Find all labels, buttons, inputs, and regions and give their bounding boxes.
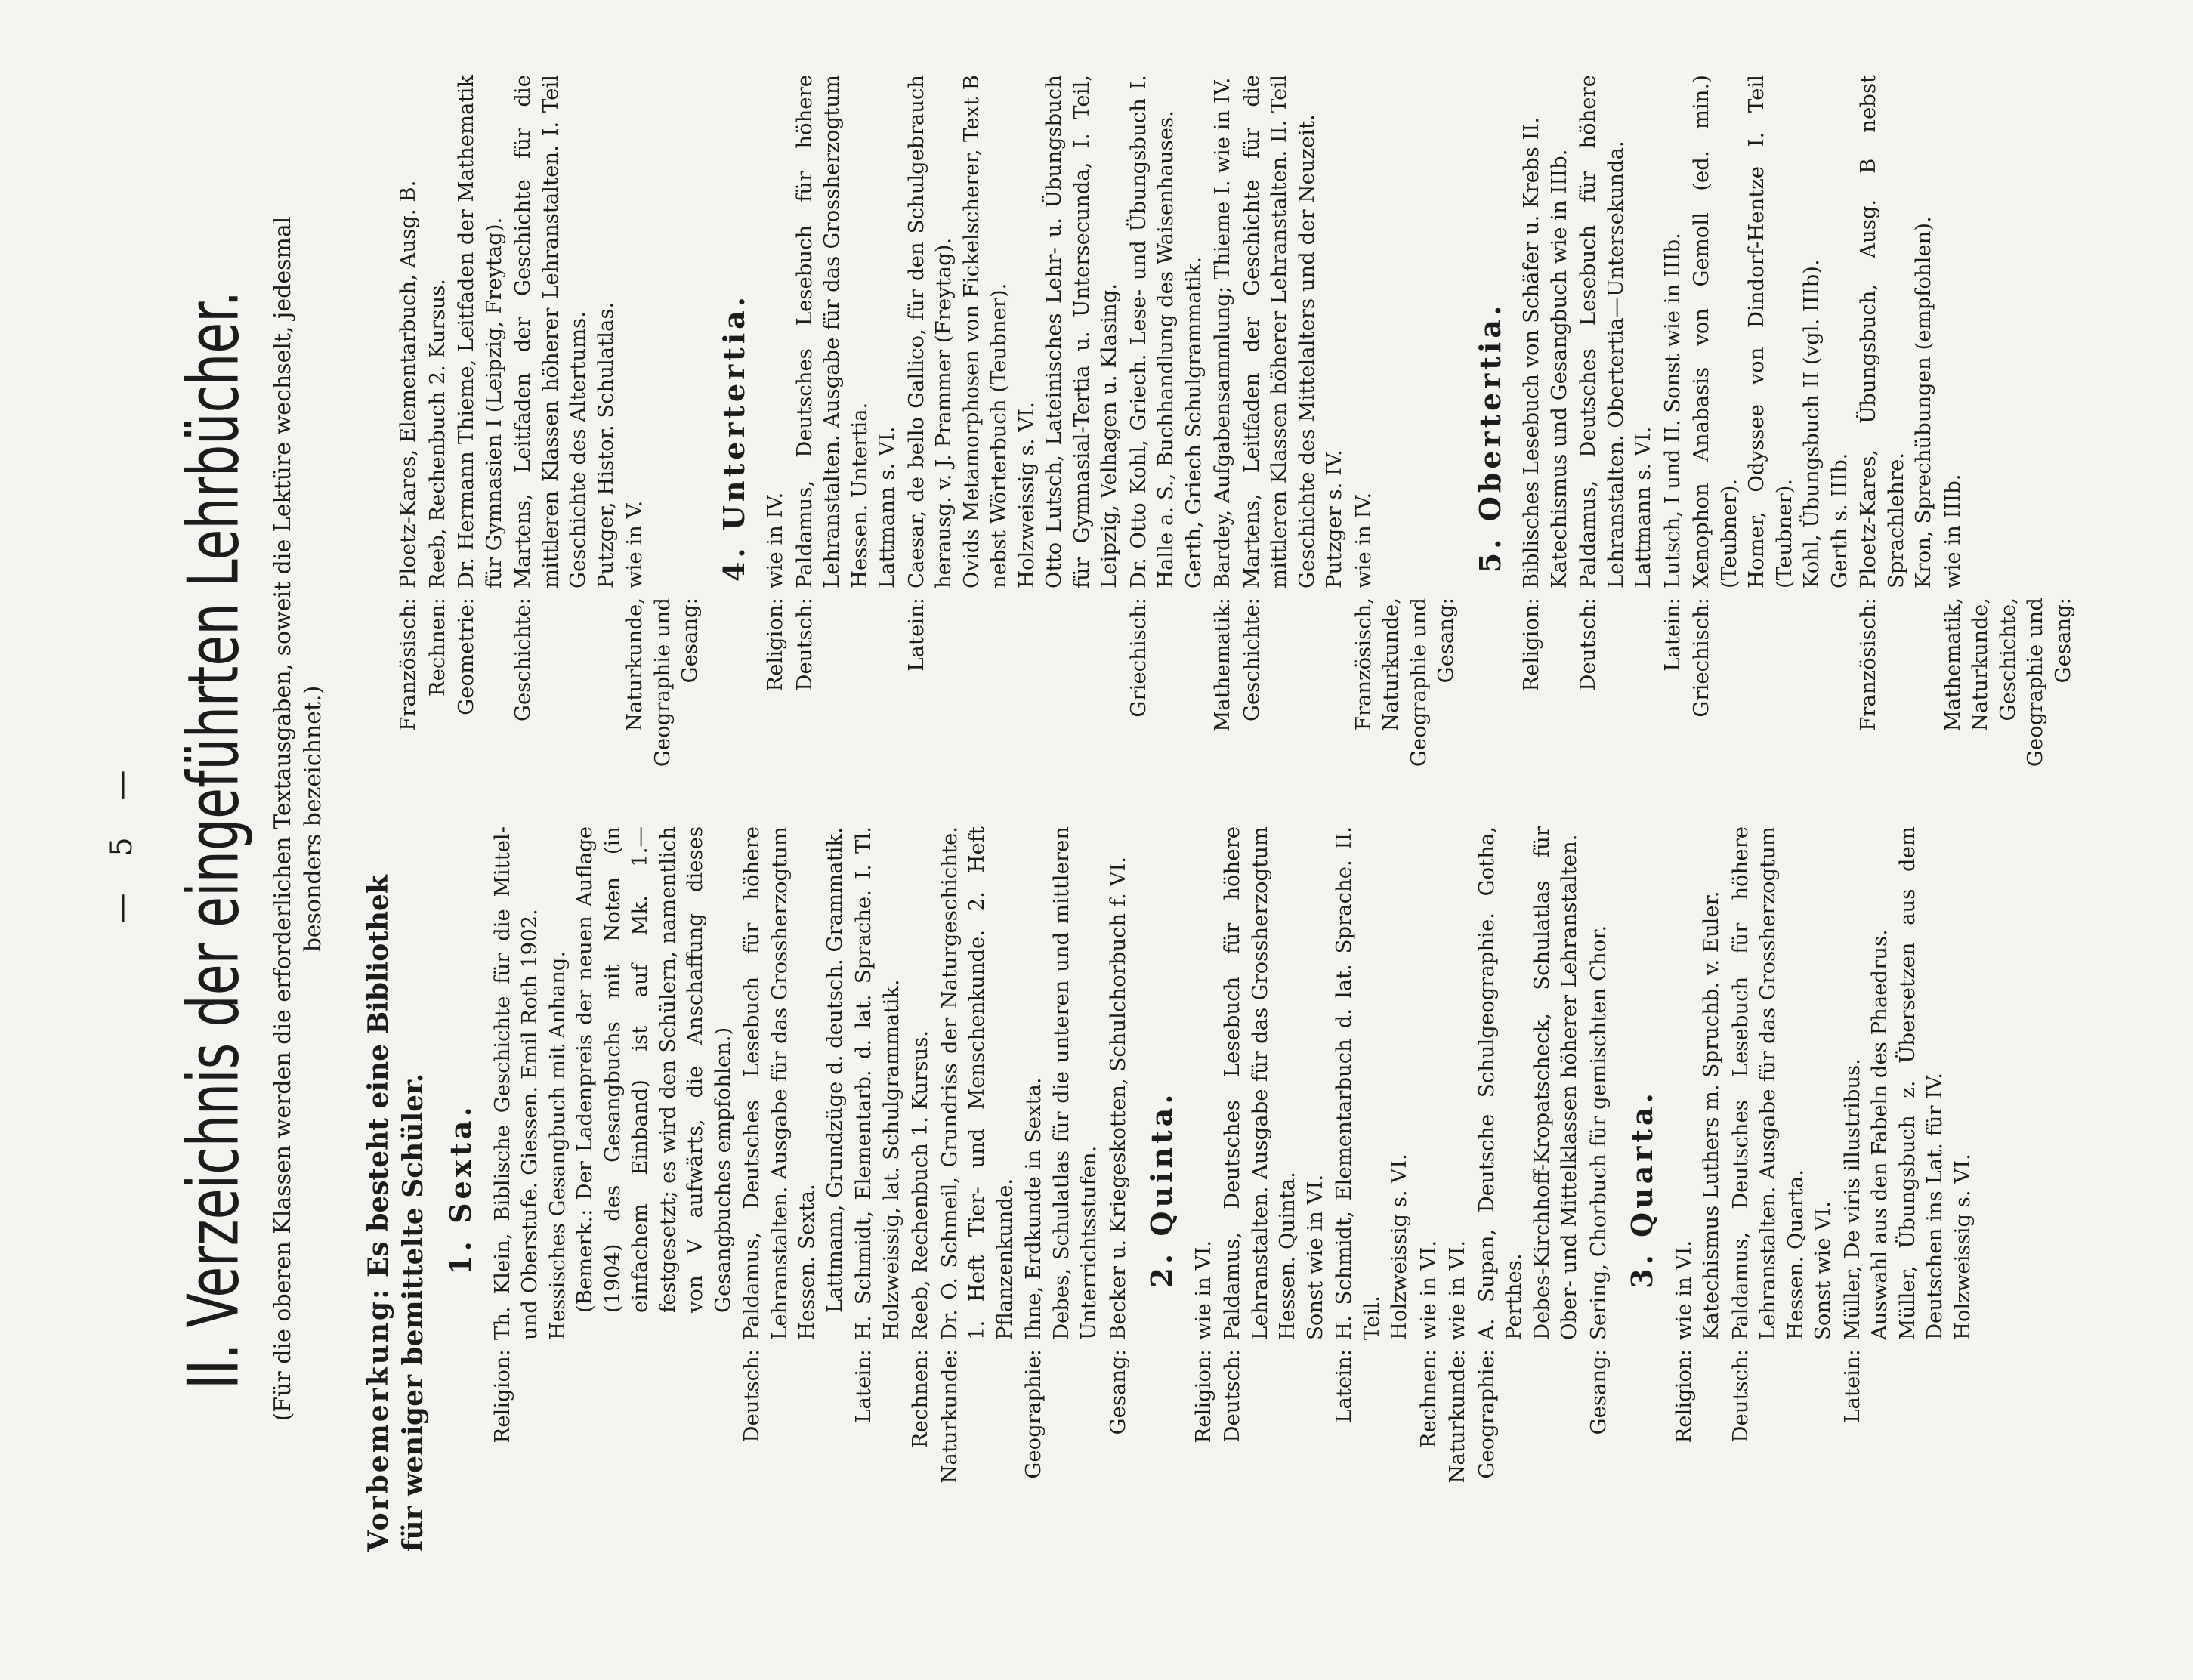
entry-line: Müller, Übungsbuch z. Übersetzen aus dem Deutschen ins Lat. für IV. [1895,826,1947,1340]
entry-value [489,826,737,1340]
entry-line: Sonst wie in VI. [1302,1174,1327,1340]
entry-quarta-religion [1670,826,1725,1552]
entry-untertertia-mathematik [1209,75,1237,800]
entry-line: Paldamus, Deutsches Lesebuch für höhere Lehranstalten. Ausgabe für das Grossherzogtum Hessen. Sexta. [740,826,819,1340]
entry-line: Homer, Odyssee von Dindorf-Hentze I. Teil (Teubner). [1744,75,1796,588]
entry-line: Paldamus, Deutsches Lesebuch für höhere Lehranstalten. Obertertia—Untersekunda. [1576,75,1628,588]
entry-line: Debes, Schulatlas für die unteren und mittleren Unterrichtsstufen. [1049,826,1101,1340]
entry-line: Martens, Leitfaden der Geschichte für die mittleren Klassen höherer Lehranstalten. I. Teil Geschichte des Altertums. [511,75,590,588]
entry-label: Deutsch: [740,1349,764,1443]
entry-label: Mathematik, Naturkunde, Geschichte, Geographie und Gesang: [1940,598,2075,767]
entry-value: Reeb, Rechenbuch 2. Kursus. [425,278,449,588]
entry-line: Katechismus Luthers m. Spruchb. v. Euler. [1699,891,1723,1340]
entry-value: H. Schmidt, Elementarb. d. lat. Sprache. I. Tl. Holzweissig, lat. Schulgrammatik. [851,826,903,1340]
entry-line: Holzweissig s. VI. [1387,1153,1411,1340]
entry-label: Geschichte: [1239,598,1264,721]
entry-line: Gerth s. IIIb. [1827,452,1852,588]
entry-obertertia-latein [1659,75,1687,800]
entry-line: Paldamus, Deutsches Lesebuch für höhere Lehranstalten. Ausgabe für das Grossherzogtum Hessen. Quinta. [1220,826,1299,1340]
entry-line: Debes-Kirchhoff-Kropatscheck, Schulatlas für Ober- und Mittelklassen höherer Lehranstalten. [1529,826,1581,1340]
vorbemerkung-label: Vorbemerkung: [363,1286,394,1552]
entry-obertertia-griechisch [1688,75,1853,800]
entry-label: Deutsch: [792,598,817,691]
entry-value: wie in VI. [1416,1240,1441,1340]
entry-sexta-deutsch [738,826,848,1552]
entry-line: Otto Lutsch, Lateinisches Lehr- u. Übungsbuch für Gymnasial-Tertia u. Untersecunda, I. Teil, Leipzig, Velhagen u. Klasing. [1042,75,1121,588]
entry-sexta-gesang [1104,826,1132,1552]
section-heading-quinta: 2. Quinta. [1144,1090,1178,1288]
entry-label: Naturkunde: [937,1349,962,1484]
entry-quinta-religion [1190,826,1218,1552]
entry-value [1020,826,1103,1340]
entry-label: Französisch: [396,598,420,731]
entry-line: wie in VI. [1671,1240,1696,1340]
entry-label: Deutsch: [1576,598,1600,691]
entry-untertertia-deutsch [791,75,901,800]
entry-value [1125,75,1208,588]
vorbemerkung [361,826,431,1552]
entry-label: Deutsch: [1220,1349,1244,1443]
entry-label: Gesang: [1105,1349,1130,1435]
entry-value [1855,75,1938,588]
entry-line: Ploetz-Kares, Übungsbuch, Ausg. B nebst Sprachlehre. [1856,75,1908,588]
entry-line: Katechismus und Gesangbuch wie in IIIb. [1546,149,1571,588]
section-heading-quarta: 3. Quarta. [1625,1089,1659,1289]
entry-untertertia-geschichte [1238,75,1348,800]
entry-line: Gerth, Griech Schulgrammatik. [1181,256,1206,588]
entry-value [1727,826,1837,1340]
entry-value: wie in IV. [763,492,787,588]
entry-label: Französisch: [1856,598,1880,731]
entry-label: Geometrie: [454,598,478,715]
entry-line: Putzger, Histor. Schulatlas. [593,301,618,588]
entry-line: Dr. Otto Kohl, Griech. Lese- und Übungsbuch I. Halle a. S., Buchhandlung des Waisenhauses. [1126,75,1178,588]
entry-value [1330,826,1413,1340]
entry-label: Deutsch: [1728,1349,1753,1443]
entry-line: Holzweissig s. VI. [1014,402,1039,588]
entry-line: Ihne, Erdkunde in Sexta. [1021,1077,1046,1340]
entry-line: Caesar, de bello Gallico, für den Schulgebrauch herausg. v. J. Prammer (Freytag). [903,75,956,588]
entry-quinta-rechnen [1415,826,1443,1552]
entry-value: wie in VI. [1191,1240,1215,1340]
entry-line: Th. Klein, Biblische Geschichte für die Mittel- und Oberstufe. Giessen. Emil Roth 1902. [490,826,542,1340]
section-heading-untertertia: 4. Untertertia. [716,293,751,582]
entry-line: Lattmann s. VI. [1631,426,1655,588]
entry-label: Gesang: [1586,1349,1611,1435]
entry-label: Rechnen: [425,598,449,697]
entry-untertertia-religion [761,75,789,800]
entry-obertertia-religion [1518,75,1573,800]
section-heading-obertertia: 5. Obertertia. [1472,301,1507,573]
entry-label: Griechisch: [1689,598,1713,718]
entry-value: Reeb, Rechenbuch 1. Kursus. [908,1030,932,1340]
entry-label: Latein: [1660,598,1685,672]
entry-line: Ovids Metamorphosen von Fickelscherer, Text B nebst Wörterbuch (Teubner). [959,75,1011,588]
entry-untertertia-griechisch [1125,75,1208,800]
entry-quarta-geschichte [509,75,619,800]
entry-label: Rechnen: [1416,1349,1441,1449]
entry-label: Mathematik: [1210,598,1234,732]
entry-label: Geographie: [1474,1349,1499,1479]
entry-value: Dr. Hermann Thieme, Leitfaden der Mathematik für Gymnasien I (Leipzig, Freytag). [454,75,506,588]
entry-line: Biblisches Lesebuch von Schäfer u. Krebs II. [1519,117,1543,588]
entry-line: Putzger s. IV. [1322,449,1346,588]
entry-value: wie in IV. [1351,492,1376,588]
entry-quarta-latein [1839,826,1977,1552]
entry-untertertia-naturkunde [1350,75,1460,800]
entry-quinta-latein [1330,826,1413,1552]
entry-line: Sonst wie VI. [1811,1201,1835,1340]
entry-quarta-franzoesisch [394,75,422,800]
entry-line: Kohl, Übungsbuch II (vgl. IIIb). [1799,259,1824,588]
entry-label: Naturkunde: [1445,1349,1469,1484]
entry-quarta-rechnen [424,75,452,800]
entry-line: H. Schmidt, Elementarbuch d. lat. Sprache. II. Teil. [1332,826,1384,1340]
entry-value [1518,75,1573,588]
entry-value [1574,75,1657,588]
entry-note: (Bemerk.: Der Ladenpreis der neuen Auflage (1904) des Gesangbuchs mit Noten (in einfachem Einband) ist auf Mk. 1.— festgesetzt; es wird den Schülern, namentlich von V aufwärts, die Anschaffung dieses Gesangbuches empfohlen.) [573,826,735,1313]
entry-value [903,75,1123,588]
entry-label: Religion: [1519,598,1543,692]
entry-value [738,826,848,1340]
vorbemerkung-text: Es besteht eine Bibliothek für weniger bemittelte Schüler. [363,875,429,1552]
entry-line: Paldamus, Deutsches Lesebuch für höhere Lehranstalten. Ausgabe für das Grossherzogtum Hessen. Quarta. [1728,826,1808,1340]
entry-value: wie in IIIb. [1940,474,1965,588]
entry-value [1219,826,1329,1340]
entry-value: Sering, Chorbuch für gemischten Chor. [1586,925,1611,1340]
entry-sexta-naturkunde [936,826,1019,1552]
entry-quinta-gesang [1585,826,1613,1552]
entry-label: Griechisch: [1126,598,1151,718]
page-number: — 5 — [104,756,139,924]
entry-sexta-geographie [1020,826,1103,1552]
entry-obertertia-mathematik [1939,75,2077,800]
entry-label: Latein: [851,1349,876,1423]
entry-value: Ploetz-Kares, Elementarbuch, Ausg. B. [396,180,420,588]
entry-line: Kron, Sprechübungen (empfohlen). [1911,216,1935,588]
entry-label: Naturkunde, Geographie und Gesang: [622,598,702,767]
entry-label: Geographie: [1021,1349,1046,1479]
left-column [355,826,1978,1552]
entry-value [1473,826,1583,1340]
entry-quinta-deutsch [1219,826,1329,1552]
entry-value [509,75,619,588]
entry-value: Bardey, Aufgabensammlung; Thieme I. wie in IV. [1210,77,1234,588]
entry-label: Religion: [490,1349,514,1444]
entry-quarta-geometrie [452,75,508,800]
entry-label: Latein: [1332,1349,1356,1423]
right-column [355,75,2078,800]
entry-value: Dr. O. Schmeil, Grundriss der Naturgeschichte. 1. Heft Tier- und Menschenkunde. 2. Heft Pflanzenkunde. [937,826,1017,1340]
entry-line: Müller, De viris illustribus. [1839,1058,1864,1340]
entry-label: Latein: [903,598,928,672]
entry-label: Geschichte: [511,598,535,721]
entry-label: Französisch, Naturkunde, Geographie und Gesang: [1351,598,1458,767]
entry-label: Religion: [1191,1349,1215,1444]
entry-obertertia-franzoesisch [1855,75,1938,800]
entry-label: Religion: [763,598,787,692]
entry-line: Lattmann s. VI. [875,426,899,588]
entry-sexta-rechnen [907,826,934,1552]
entry-line: Auswahl aus den Fabeln des Phaedrus. [1867,929,1892,1340]
entry-value [1670,826,1725,1340]
entry-value [1839,826,1977,1340]
entry-value [1238,75,1348,588]
page-title: II. Verzeichnis der eingeführten Lehrbücher. [173,291,255,1389]
entry-quinta-geographie [1473,826,1583,1552]
entry-line: Xenophon Anabasis von Gemoll (ed. min.) (Teubner). [1689,75,1741,588]
entry-line: Paldamus, Deutsches Lesebuch für höhere Lehranstalten. Ausgabe für das Grossherzogtum Hessen. Untertia. [792,75,872,588]
entry-value: wie in VI. [1445,1240,1469,1340]
entry-quinta-naturkunde [1444,826,1472,1552]
entry-quarta-deutsch [1727,826,1837,1552]
entry-label: Religion: [1671,1349,1696,1444]
entry-untertertia-latein [903,75,1123,800]
entry-sexta-religion [489,826,737,1552]
entry-line: Lattmann, Grundzüge d. deutsch. Grammatik. [822,827,847,1313]
entry-line: A. Supan, Deutsche Schulgeographie. Gotha, Perthes. [1474,826,1526,1340]
entry-label: Rechnen: [908,1349,932,1449]
entry-obertertia-deutsch [1574,75,1657,800]
intro-note: (Für die oberen Klassen werden die erforderlichen Textausgaben, soweit die Lektüre wechselt, jedesmal besonders bezeichnet.) [270,216,326,1422]
entry-line: Martens, Leitfaden der Geschichte für die mittleren Klassen höherer Lehranstalten. II. Teil Geschichte des Mittelalters und der Neuzeit. [1239,75,1319,588]
entry-line: Hessisches Gesangbuch mit Anhang. [545,950,570,1340]
entry-value: Lutsch, I und II. Sonst wie in IIIb. [1660,233,1685,588]
entry-value: wie in V. [622,500,647,588]
entry-quarta-naturkunde [621,75,704,800]
section-heading-sexta: 1. Sexta. [443,1103,477,1275]
entry-sexta-latein [850,826,905,1552]
entry-line: Holzweissig s. VI. [1950,1153,1975,1340]
entry-value: Becker u. Kriegeskotten, Schulchorbuch f. VI. [1105,856,1130,1340]
entry-label: Latein: [1839,1349,1864,1423]
entry-value [1688,75,1853,588]
entry-value [791,75,901,588]
